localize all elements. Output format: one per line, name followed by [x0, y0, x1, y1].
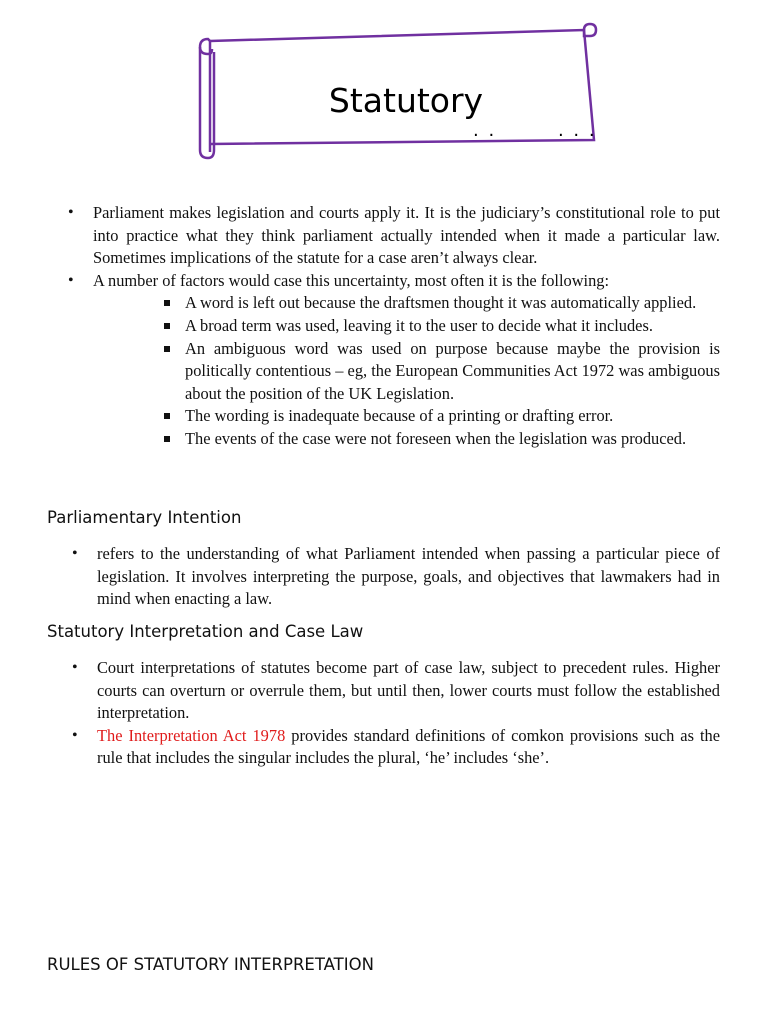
section-heading-parliamentary-intention: Parliamentary Intention	[47, 508, 242, 527]
list-item: • Parliament makes legislation and courts apply it. It is the judiciary’s constitutional role to put into practice what they think parliament actually intended when it made a particular law. Sometimes implications of the statute for a case aren’t always clear.	[93, 202, 720, 270]
banner-dots: · · · · ·	[473, 125, 597, 146]
sub-list-item: The wording is inadequate because of a printing or drafting error.	[185, 405, 720, 428]
interpretation-act-link[interactable]: The Interpretation Act 1978	[97, 725, 286, 745]
list-item	[97, 725, 720, 770]
rules-heading: RULES OF STATUTORY INTERPRETATION	[47, 955, 374, 974]
sub-list-item: An ambiguous word was used on purpose because maybe the provision is politically contentious – eg, the European Communities Act 1972 was ambiguous about the position of the UK Legislation.	[185, 338, 720, 406]
case-law-bullet-list	[97, 657, 720, 770]
intention-bullet-list	[97, 543, 720, 611]
list-item-text: provides standard definitions of comkon provisions such as the rule that includes the singular includes the plural, ‘he’ includes ‘she’.	[97, 725, 720, 768]
list-item	[93, 270, 720, 451]
banner-title: Statutory	[328, 81, 484, 120]
list-item: • refers to the understanding of what Parliament intended when passing a particular piece of legislation. It involves interpreting the purpose, goals, and objectives that lawmakers had in mind when enacting a law.	[97, 543, 720, 611]
factor-sub-list	[185, 292, 720, 450]
intro-bullet-list	[93, 202, 720, 451]
section-heading-case-law: Statutory Interpretation and Case Law	[47, 622, 364, 641]
sub-list-item: The events of the case were not foreseen when the legislation was produced.	[185, 428, 720, 451]
list-item-text: A number of factors would case this uncertainty, most often it is the following:	[93, 270, 610, 290]
list-item: • Court interpretations of statutes become part of case law, subject to precedent rules. Higher courts can overturn or overrule them, but until then, lower courts must follow the established interpretation.	[97, 657, 720, 725]
sub-list-item: A broad term was used, leaving it to the user to decide what it includes.	[185, 315, 720, 338]
sub-list-item: A word is left out because the draftsmen thought it was automatically applied.	[185, 292, 720, 315]
title-banner	[188, 22, 600, 162]
